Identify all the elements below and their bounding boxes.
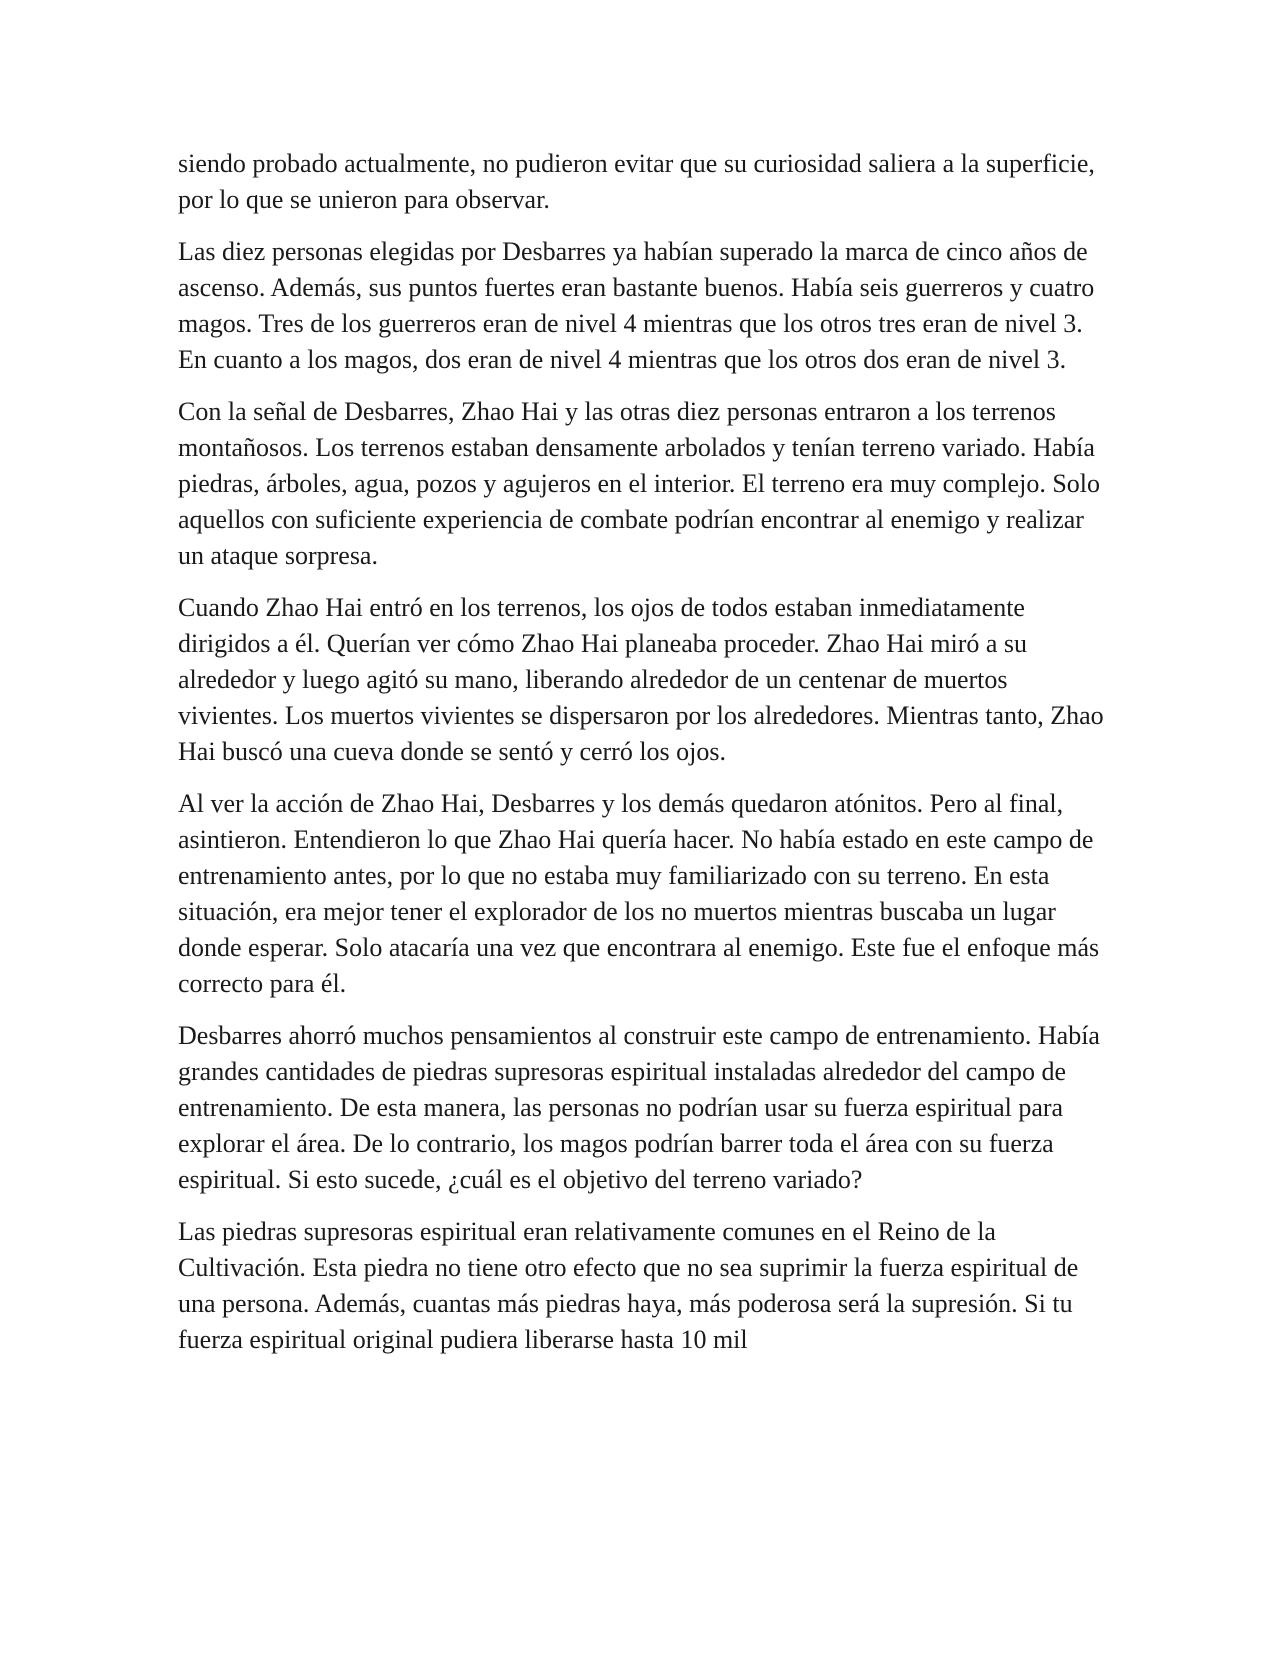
paragraph-1: siendo probado actualmente, no pudieron evitar que su curiosidad saliera a la superficie, por lo que se unieron para observar. — [178, 149, 1095, 214]
paragraph-2: Las diez personas elegidas por Desbarres ya habían superado la marca de cinco años de ascenso. Además, sus puntos fuertes eran bastante buenos. Había seis guerreros y cuatro magos. Tres de los guerreros eran de nivel 4 mientras que los otros tres eran de nivel 3. En cuanto a los magos, dos eran de nivel 4 mientras que los otros dos eran de nivel 3. — [178, 237, 1095, 374]
document-body — [178, 146, 1108, 1374]
paragraph-7: Las piedras supresoras espiritual eran relativamente comunes en el Reino de la Cultivación. Esta piedra no tiene otro efecto que no sea suprimir la fuerza espiritual de una persona. Además, cuantas más piedras haya, más poderosa será la supresión. Si tu fuerza espiritual original pudiera liberarse hasta 10 mil — [178, 1217, 1079, 1354]
paragraph-4: Cuando Zhao Hai entró en los terrenos, los ojos de todos estaban inmediatamente dirigidos a él. Querían ver cómo Zhao Hai planeaba proceder. Zhao Hai miró a su alrededor y luego agitó su mano, liberando alrededor de un centenar de muertos vivientes. Los muertos vivientes se dispersaron por los alrededores. Mientras tanto, Zhao Hai buscó una cueva donde se sentó y cerró los ojos. — [178, 593, 1104, 766]
paragraph-3: Con la señal de Desbarres, Zhao Hai y las otras diez personas entraron a los terrenos montañosos. Los terrenos estaban densamente arbolados y tenían terreno variado. Había piedras, árboles, agua, pozos y agujeros en el interior. El terreno era muy complejo. Solo aquellos con suficiente experiencia de combate podrían encontrar al enemigo y realizar un ataque sorpresa. — [178, 397, 1100, 570]
paragraph-5: Al ver la acción de Zhao Hai, Desbarres y los demás quedaron atónitos. Pero al final, asintieron. Entendieron lo que Zhao Hai quería hacer. No había estado en este campo de entrenamiento antes, por lo que no estaba muy familiarizado con su terreno. En esta situación, era mejor tener el explorador de los no muertos mientras buscaba un lugar donde esperar. Solo atacaría una vez que encontrara al enemigo. Este fue el enfoque más correcto para él. — [178, 789, 1100, 998]
paragraph-6: Desbarres ahorró muchos pensamientos al construir este campo de entrenamiento. Había grandes cantidades de piedras supresoras espiritual instaladas alrededor del campo de entrenamiento. De esta manera, las personas no podrían usar su fuerza espiritual para explorar el área. De lo contrario, los magos podrían barrer toda el área con su fuerza espiritual. Si esto sucede, ¿cuál es el objetivo del terreno variado? — [178, 1021, 1100, 1194]
